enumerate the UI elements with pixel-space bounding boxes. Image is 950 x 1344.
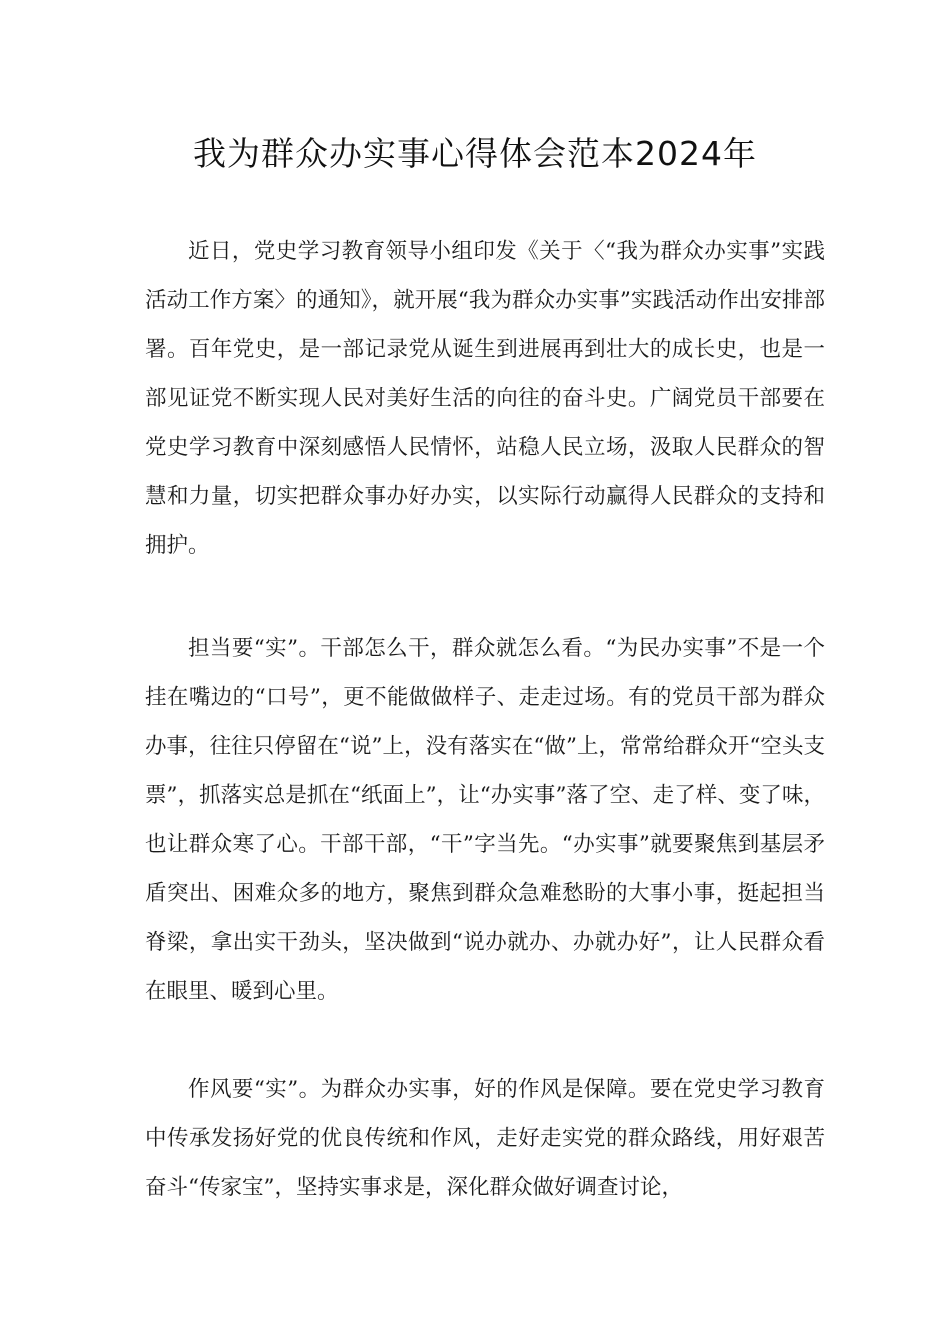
- paragraph-text: 作风要“实”。为群众办实事，好的作风是保障。要在党史学习教育中传承发扬好党的优良传统和作风，走好走实党的群众路线，用好艰苦奋斗“传家宝”，坚持实事求是，深化群众做好调查讨论，: [145, 1077, 825, 1200]
- paragraph-1: [145, 227, 825, 570]
- paragraph-3: [145, 1065, 825, 1212]
- paragraph-2: [145, 624, 825, 1016]
- document-title: 我为群众办实事心得体会范本2024年: [193, 134, 757, 173]
- paragraph-text: 担当要“实”。干部怎么干，群众就怎么看。“为民办实事”不是一个挂在嘴边的“口号”，更不能做做样子、走走过场。有的党员干部为群众办事，往往只停留在“说”上，没有落实在“做”上，常常给群众开“空头支票”，抓落实总是抓在“纸面上”，让“办实事”落了空、走了样、变了味，也让群众寒了心。干部干部，“干”字当先。“办实事”就要聚焦到基层矛盾突出、困难众多的地方，聚焦到群众急难愁盼的大事小事，挺起担当脊梁，拿出实干劲头，坚决做到“说办就办、办就办好”，让人民群众看在眼里、暖到心里。: [145, 636, 825, 1004]
- paragraph-text: 近日，党史学习教育领导小组印发《关于〈“我为群众办实事”实践活动工作方案〉的通知》，就开展“我为群众办实事”实践活动作出安排部署。百年党史，是一部记录党从诞生到进展再到壮大的成长史，也是一部见证党不断实现人民对美好生活的向往的奋斗史。广阔党员干部要在党史学习教育中深刻感悟人民情怀，站稳人民立场，汲取人民群众的智慧和力量，切实把群众事办好办实，以实际行动赢得人民群众的支持和拥护。: [145, 239, 825, 558]
